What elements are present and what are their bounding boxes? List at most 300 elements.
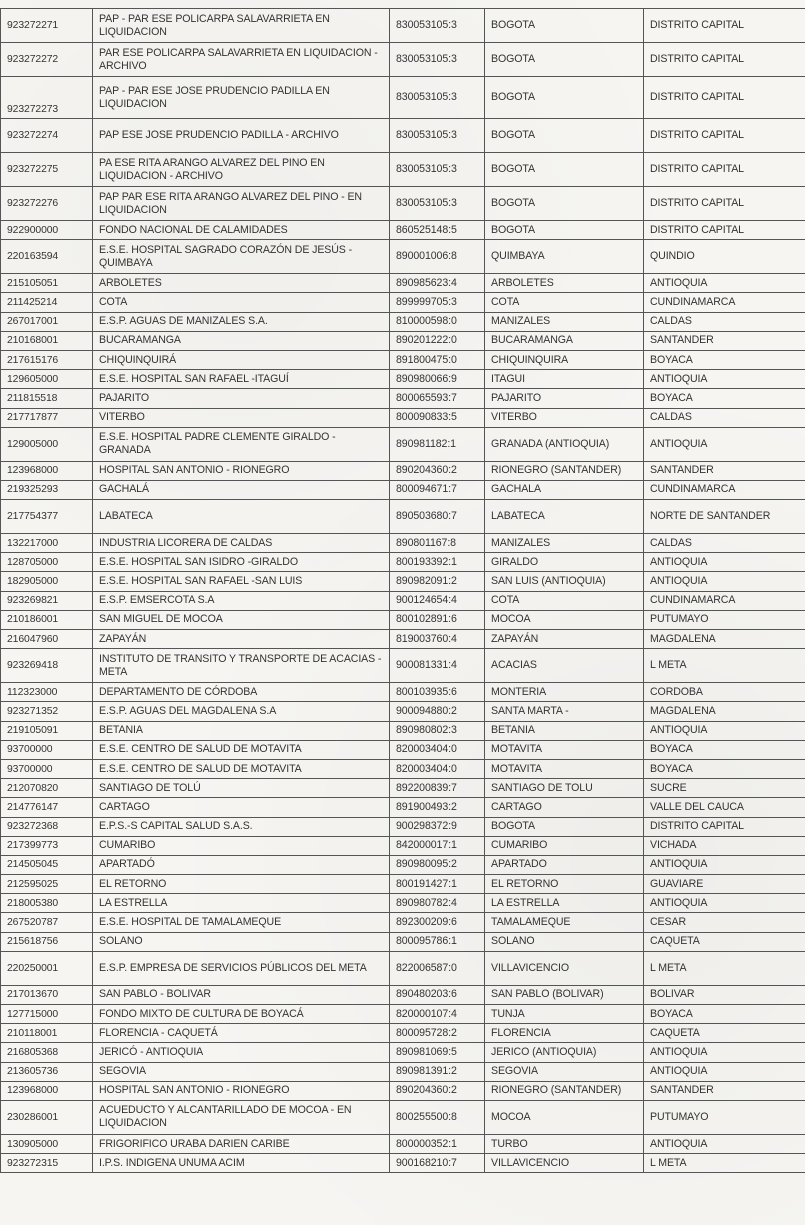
- city-cell: GIRALDO: [485, 553, 644, 572]
- city-cell: SAN PABLO (BOLIVAR): [485, 985, 644, 1004]
- entity-name-cell: FONDO NACIONAL DE CALAMIDADES: [93, 221, 390, 240]
- entity-name-cell: COTA: [93, 293, 390, 312]
- table-row: [1, 836, 805, 855]
- nit-cell: 891900493:2: [390, 798, 485, 817]
- nit-cell: 892200839:7: [390, 779, 485, 798]
- nit-cell: 830053105:3: [390, 119, 485, 153]
- entity-name-cell: PAJARITO: [93, 389, 390, 408]
- department-cell: DISTRITO CAPITAL: [644, 817, 805, 836]
- table-row: [1, 1081, 805, 1100]
- city-cell: BOGOTA: [485, 153, 644, 187]
- city-cell: RIONEGRO (SANTANDER): [485, 1081, 644, 1100]
- city-cell: LABATECA: [485, 500, 644, 534]
- entity-name-cell: BUCARAMANGA: [93, 331, 390, 350]
- entity-code-cell: 210186001: [1, 610, 93, 629]
- entity-code-cell: 922900000: [1, 221, 93, 240]
- entity-name-cell: CARTAGO: [93, 798, 390, 817]
- nit-cell: 800255500:8: [390, 1100, 485, 1134]
- nit-cell: 800193392:1: [390, 553, 485, 572]
- entity-code-cell: 923272272: [1, 43, 93, 77]
- city-cell: CUMARIBO: [485, 836, 644, 855]
- entity-name-cell: PAP - PAR ESE POLICARPA SALAVARRIETA EN LIQUIDACION: [93, 9, 390, 43]
- city-cell: SEGOVIA: [485, 1062, 644, 1081]
- entity-name-cell: PAR ESE POLICARPA SALAVARRIETA EN LIQUIDACION - ARCHIVO: [93, 43, 390, 77]
- entity-name-cell: E.S.E. HOSPITAL DE TAMALAMEQUE: [93, 913, 390, 932]
- table-row: [1, 500, 805, 534]
- entity-code-cell: 211815518: [1, 389, 93, 408]
- entity-name-cell: EL RETORNO: [93, 875, 390, 894]
- entity-name-cell: PAP - PAR ESE JOSE PRUDENCIO PADILLA EN LIQUIDACION: [93, 77, 390, 119]
- nit-cell: 890980066:9: [390, 370, 485, 389]
- city-cell: QUIMBAYA: [485, 240, 644, 274]
- entity-name-cell: FLORENCIA - CAQUETÁ: [93, 1024, 390, 1043]
- nit-cell: 890204360:2: [390, 461, 485, 480]
- city-cell: COTA: [485, 591, 644, 610]
- city-cell: MANIZALES: [485, 534, 644, 553]
- nit-cell: 830053105:3: [390, 77, 485, 119]
- city-cell: SANTIAGO DE TOLU: [485, 779, 644, 798]
- table-row: [1, 591, 805, 610]
- department-cell: SUCRE: [644, 779, 805, 798]
- table-row: [1, 817, 805, 836]
- entity-code-cell: 123968000: [1, 1081, 93, 1100]
- entity-code-cell: 210168001: [1, 331, 93, 350]
- nit-cell: 900094880:2: [390, 702, 485, 721]
- entity-code-cell: 132217000: [1, 534, 93, 553]
- entity-code-cell: 219325293: [1, 480, 93, 499]
- entity-code-cell: 217754377: [1, 500, 93, 534]
- entity-name-cell: E.P.S.-S CAPITAL SALUD S.A.S.: [93, 817, 390, 836]
- department-cell: CUNDINAMARCA: [644, 293, 805, 312]
- nit-cell: 820003404:0: [390, 759, 485, 778]
- entity-code-cell: 267017001: [1, 312, 93, 331]
- department-cell: PUTUMAYO: [644, 1100, 805, 1134]
- department-cell: CORDOBA: [644, 683, 805, 702]
- city-cell: APARTADO: [485, 855, 644, 874]
- city-cell: CARTAGO: [485, 798, 644, 817]
- entity-name-cell: LABATECA: [93, 500, 390, 534]
- nit-cell: 890981069:5: [390, 1043, 485, 1062]
- department-cell: ANTIOQUIA: [644, 1062, 805, 1081]
- department-cell: CESAR: [644, 913, 805, 932]
- table-row: [1, 427, 805, 461]
- entity-name-cell: E.S.E. HOSPITAL SAN ISIDRO -GIRALDO: [93, 553, 390, 572]
- city-cell: BOGOTA: [485, 9, 644, 43]
- entity-code-cell: 210118001: [1, 1024, 93, 1043]
- nit-cell: 899999705:3: [390, 293, 485, 312]
- department-cell: VICHADA: [644, 836, 805, 855]
- department-cell: CALDAS: [644, 408, 805, 427]
- entity-code-cell: 214776147: [1, 798, 93, 817]
- entity-name-cell: PA ESE RITA ARANGO ALVAREZ DEL PINO EN LIQUIDACION - ARCHIVO: [93, 153, 390, 187]
- entity-code-cell: 112323000: [1, 683, 93, 702]
- city-cell: SAN LUIS (ANTIOQUIA): [485, 572, 644, 591]
- table-row: [1, 187, 805, 221]
- nit-cell: 890985623:4: [390, 274, 485, 293]
- department-cell: GUAVIARE: [644, 875, 805, 894]
- entity-name-cell: VITERBO: [93, 408, 390, 427]
- nit-cell: 800065593:7: [390, 389, 485, 408]
- entity-name-cell: HOSPITAL SAN ANTONIO - RIONEGRO: [93, 1081, 390, 1100]
- nit-cell: 830053105:3: [390, 9, 485, 43]
- table-row: [1, 534, 805, 553]
- department-cell: L META: [644, 951, 805, 985]
- entity-name-cell: PAP ESE JOSE PRUDENCIO PADILLA - ARCHIVO: [93, 119, 390, 153]
- entity-code-cell: 230286001: [1, 1100, 93, 1134]
- entity-code-cell: 923272273: [1, 77, 93, 119]
- entity-code-cell: 129605000: [1, 370, 93, 389]
- entity-code-cell: 220250001: [1, 951, 93, 985]
- entity-name-cell: GACHALÁ: [93, 480, 390, 499]
- department-cell: DISTRITO CAPITAL: [644, 221, 805, 240]
- entity-code-cell: 213605736: [1, 1062, 93, 1081]
- entity-name-cell: E.S.E. CENTRO DE SALUD DE MOTAVITA: [93, 759, 390, 778]
- table-row: [1, 408, 805, 427]
- city-cell: BOGOTA: [485, 817, 644, 836]
- entity-name-cell: SOLANO: [93, 932, 390, 951]
- city-cell: MOCOA: [485, 1100, 644, 1134]
- nit-cell: 900168210:7: [390, 1154, 485, 1173]
- table-row: [1, 480, 805, 499]
- entity-name-cell: E.S.E. HOSPITAL SAN RAFAEL -SAN LUIS: [93, 572, 390, 591]
- department-cell: BOYACA: [644, 350, 805, 369]
- entity-code-cell: 215105051: [1, 274, 93, 293]
- city-cell: RIONEGRO (SANTANDER): [485, 461, 644, 480]
- entity-name-cell: E.S.P. EMPRESA DE SERVICIOS PÚBLICOS DEL META: [93, 951, 390, 985]
- entity-name-cell: ACUEDUCTO Y ALCANTARILLADO DE MOCOA - EN LIQUIDACION: [93, 1100, 390, 1134]
- table-row: [1, 985, 805, 1004]
- entity-name-cell: BETANIA: [93, 721, 390, 740]
- department-cell: PUTUMAYO: [644, 610, 805, 629]
- entity-code-cell: 217615176: [1, 350, 93, 369]
- entity-code-cell: 93700000: [1, 740, 93, 759]
- department-cell: VALLE DEL CAUCA: [644, 798, 805, 817]
- nit-cell: 890801167:8: [390, 534, 485, 553]
- entity-name-cell: E.S.E. HOSPITAL SAN RAFAEL -ITAGUÍ: [93, 370, 390, 389]
- table-body: [1, 9, 805, 1173]
- department-cell: SANTANDER: [644, 1081, 805, 1100]
- city-cell: GRANADA (ANTIOQUIA): [485, 427, 644, 461]
- table-row: [1, 1024, 805, 1043]
- entity-code-cell: 923272271: [1, 9, 93, 43]
- department-cell: MAGDALENA: [644, 702, 805, 721]
- table-row: [1, 370, 805, 389]
- department-cell: BOYACA: [644, 1005, 805, 1024]
- table-row: [1, 119, 805, 153]
- city-cell: ACACIAS: [485, 649, 644, 683]
- entity-code-cell: 212595025: [1, 875, 93, 894]
- department-cell: CUNDINAMARCA: [644, 591, 805, 610]
- entity-code-cell: 216805368: [1, 1043, 93, 1062]
- table-row: [1, 740, 805, 759]
- entity-name-cell: SANTIAGO DE TOLÚ: [93, 779, 390, 798]
- table-row: [1, 553, 805, 572]
- nit-cell: 819003760:4: [390, 630, 485, 649]
- entity-name-cell: FONDO MIXTO DE CULTURA DE BOYACÁ: [93, 1005, 390, 1024]
- city-cell: FLORENCIA: [485, 1024, 644, 1043]
- nit-cell: 830053105:3: [390, 43, 485, 77]
- department-cell: DISTRITO CAPITAL: [644, 153, 805, 187]
- entity-code-cell: 218005380: [1, 894, 93, 913]
- department-cell: BOLIVAR: [644, 985, 805, 1004]
- entity-code-cell: 923272368: [1, 817, 93, 836]
- entity-name-cell: E.S.E. CENTRO DE SALUD DE MOTAVITA: [93, 740, 390, 759]
- city-cell: COTA: [485, 293, 644, 312]
- entity-name-cell: ARBOLETES: [93, 274, 390, 293]
- city-cell: JERICO (ANTIOQUIA): [485, 1043, 644, 1062]
- department-cell: ANTIOQUIA: [644, 1043, 805, 1062]
- department-cell: CALDAS: [644, 534, 805, 553]
- entity-code-cell: 215618756: [1, 932, 93, 951]
- department-cell: ANTIOQUIA: [644, 572, 805, 591]
- city-cell: LA ESTRELLA: [485, 894, 644, 913]
- table-row: [1, 312, 805, 331]
- table-row: [1, 331, 805, 350]
- department-cell: ANTIOQUIA: [644, 894, 805, 913]
- city-cell: VITERBO: [485, 408, 644, 427]
- entity-name-cell: FRIGORIFICO URABA DARIEN CARIBE: [93, 1134, 390, 1153]
- table-row: [1, 932, 805, 951]
- city-cell: SANTA MARTA -: [485, 702, 644, 721]
- department-cell: NORTE DE SANTANDER: [644, 500, 805, 534]
- table-row: [1, 1154, 805, 1173]
- table-row: [1, 1134, 805, 1153]
- entity-code-cell: 267520787: [1, 913, 93, 932]
- entity-name-cell: SEGOVIA: [93, 1062, 390, 1081]
- table-row: [1, 1100, 805, 1134]
- entity-code-cell: 129005000: [1, 427, 93, 461]
- entity-code-cell: 217013670: [1, 985, 93, 1004]
- nit-cell: 810000598:0: [390, 312, 485, 331]
- nit-cell: 800090833:5: [390, 408, 485, 427]
- table-row: [1, 875, 805, 894]
- entity-name-cell: DEPARTAMENTO DE CÓRDOBA: [93, 683, 390, 702]
- city-cell: MOCOA: [485, 610, 644, 629]
- city-cell: TAMALAMEQUE: [485, 913, 644, 932]
- nit-cell: 890980802:3: [390, 721, 485, 740]
- table-row: [1, 293, 805, 312]
- entity-code-cell: 217717877: [1, 408, 93, 427]
- table-row: [1, 350, 805, 369]
- nit-cell: 800103935:6: [390, 683, 485, 702]
- city-cell: MOTAVITA: [485, 740, 644, 759]
- nit-cell: 800094671:7: [390, 480, 485, 499]
- department-cell: BOYACA: [644, 389, 805, 408]
- department-cell: QUINDIO: [644, 240, 805, 274]
- nit-cell: 890503680:7: [390, 500, 485, 534]
- nit-cell: 822006587:0: [390, 951, 485, 985]
- entity-name-cell: E.S.E. HOSPITAL PADRE CLEMENTE GIRALDO - GRANADA: [93, 427, 390, 461]
- city-cell: SOLANO: [485, 932, 644, 951]
- department-cell: BOYACA: [644, 759, 805, 778]
- table-row: [1, 798, 805, 817]
- entity-code-cell: 923272275: [1, 153, 93, 187]
- table-row: [1, 702, 805, 721]
- entity-code-cell: 923272315: [1, 1154, 93, 1173]
- department-cell: CAQUETA: [644, 1024, 805, 1043]
- nit-cell: 842000017:1: [390, 836, 485, 855]
- table-row: [1, 1062, 805, 1081]
- table-row: [1, 683, 805, 702]
- entity-name-cell: ZAPAYÁN: [93, 630, 390, 649]
- table-row: [1, 572, 805, 591]
- entity-code-cell: 211425214: [1, 293, 93, 312]
- entity-code-cell: 212070820: [1, 779, 93, 798]
- entity-code-cell: 217399773: [1, 836, 93, 855]
- nit-cell: 820003404:0: [390, 740, 485, 759]
- entity-name-cell: E.S.P. EMSERCOTA S.A: [93, 591, 390, 610]
- city-cell: ARBOLETES: [485, 274, 644, 293]
- table-row: [1, 9, 805, 43]
- department-cell: SANTANDER: [644, 461, 805, 480]
- entity-code-cell: 216047960: [1, 630, 93, 649]
- entity-name-cell: E.S.P. AGUAS DE MANIZALES S.A.: [93, 312, 390, 331]
- table-row: [1, 913, 805, 932]
- city-cell: VILLAVICENCIO: [485, 951, 644, 985]
- city-cell: BOGOTA: [485, 77, 644, 119]
- entity-code-cell: 93700000: [1, 759, 93, 778]
- entity-name-cell: INDUSTRIA LICORERA DE CALDAS: [93, 534, 390, 553]
- table-row: [1, 240, 805, 274]
- nit-cell: 820000107:4: [390, 1005, 485, 1024]
- department-cell: CUNDINAMARCA: [644, 480, 805, 499]
- nit-cell: 800000352:1: [390, 1134, 485, 1153]
- table-row: [1, 77, 805, 119]
- entity-name-cell: SAN MIGUEL DE MOCOA: [93, 610, 390, 629]
- table-row: [1, 649, 805, 683]
- entity-code-cell: 923269821: [1, 591, 93, 610]
- nit-cell: 891800475:0: [390, 350, 485, 369]
- table-row: [1, 153, 805, 187]
- city-cell: MOTAVITA: [485, 759, 644, 778]
- entity-name-cell: E.S.E. HOSPITAL SAGRADO CORAZÓN DE JESÚS - QUIMBAYA: [93, 240, 390, 274]
- entity-code-cell: 220163594: [1, 240, 93, 274]
- nit-cell: 890980095:2: [390, 855, 485, 874]
- table-row: [1, 1043, 805, 1062]
- table-row: [1, 389, 805, 408]
- entity-name-cell: HOSPITAL SAN ANTONIO - RIONEGRO: [93, 461, 390, 480]
- table-row: [1, 894, 805, 913]
- city-cell: MANIZALES: [485, 312, 644, 331]
- department-cell: ANTIOQUIA: [644, 1134, 805, 1153]
- city-cell: CHIQUINQUIRA: [485, 350, 644, 369]
- nit-cell: 890980782:4: [390, 894, 485, 913]
- nit-cell: 800102891:6: [390, 610, 485, 629]
- city-cell: TURBO: [485, 1134, 644, 1153]
- table-row: [1, 630, 805, 649]
- table-row: [1, 274, 805, 293]
- entity-code-cell: 128705000: [1, 553, 93, 572]
- city-cell: BOGOTA: [485, 43, 644, 77]
- nit-cell: 892300209:6: [390, 913, 485, 932]
- nit-cell: 800095728:2: [390, 1024, 485, 1043]
- table-row: [1, 855, 805, 874]
- nit-cell: 860525148:5: [390, 221, 485, 240]
- entity-code-cell: 214505045: [1, 855, 93, 874]
- city-cell: BUCARAMANGA: [485, 331, 644, 350]
- city-cell: ZAPAYÁN: [485, 630, 644, 649]
- city-cell: PAJARITO: [485, 389, 644, 408]
- entity-name-cell: JERICÓ - ANTIOQUIA: [93, 1043, 390, 1062]
- city-cell: BOGOTA: [485, 221, 644, 240]
- nit-cell: 800191427:1: [390, 875, 485, 894]
- nit-cell: 900124654:4: [390, 591, 485, 610]
- department-cell: CALDAS: [644, 312, 805, 331]
- entity-code-cell: 923272274: [1, 119, 93, 153]
- table-row: [1, 951, 805, 985]
- entity-name-cell: CHIQUINQUIRÁ: [93, 350, 390, 369]
- department-cell: SANTANDER: [644, 331, 805, 350]
- city-cell: MONTERIA: [485, 683, 644, 702]
- entity-registry-table: [0, 8, 805, 1173]
- department-cell: DISTRITO CAPITAL: [644, 9, 805, 43]
- city-cell: TUNJA: [485, 1005, 644, 1024]
- nit-cell: 890204360:2: [390, 1081, 485, 1100]
- department-cell: MAGDALENA: [644, 630, 805, 649]
- entity-name-cell: APARTADÓ: [93, 855, 390, 874]
- city-cell: EL RETORNO: [485, 875, 644, 894]
- nit-cell: 900298372:9: [390, 817, 485, 836]
- nit-cell: 800095786:1: [390, 932, 485, 951]
- table-row: [1, 779, 805, 798]
- nit-cell: 900081331:4: [390, 649, 485, 683]
- table-row: [1, 43, 805, 77]
- department-cell: L META: [644, 1154, 805, 1173]
- table-row: [1, 1005, 805, 1024]
- entity-code-cell: 923272276: [1, 187, 93, 221]
- department-cell: ANTIOQUIA: [644, 855, 805, 874]
- nit-cell: 890981391:2: [390, 1062, 485, 1081]
- city-cell: GACHALA: [485, 480, 644, 499]
- entity-name-cell: E.S.P. AGUAS DEL MAGDALENA S.A: [93, 702, 390, 721]
- nit-cell: 890981182:1: [390, 427, 485, 461]
- department-cell: ANTIOQUIA: [644, 721, 805, 740]
- entity-code-cell: 182905000: [1, 572, 93, 591]
- department-cell: BOYACA: [644, 740, 805, 759]
- nit-cell: 890001006:8: [390, 240, 485, 274]
- entity-code-cell: 127715000: [1, 1005, 93, 1024]
- city-cell: VILLAVICENCIO: [485, 1154, 644, 1173]
- entity-code-cell: 923269418: [1, 649, 93, 683]
- department-cell: DISTRITO CAPITAL: [644, 187, 805, 221]
- entity-name-cell: PAP PAR ESE RITA ARANGO ALVAREZ DEL PINO - EN LIQUIDACION: [93, 187, 390, 221]
- entity-name-cell: INSTITUTO DE TRANSITO Y TRANSPORTE DE ACACIAS - META: [93, 649, 390, 683]
- city-cell: BOGOTA: [485, 187, 644, 221]
- entity-code-cell: 923271352: [1, 702, 93, 721]
- table-row: [1, 221, 805, 240]
- table-row: [1, 759, 805, 778]
- department-cell: ANTIOQUIA: [644, 274, 805, 293]
- nit-cell: 830053105:3: [390, 187, 485, 221]
- entity-name-cell: SAN PABLO - BOLIVAR: [93, 985, 390, 1004]
- department-cell: ANTIOQUIA: [644, 553, 805, 572]
- nit-cell: 830053105:3: [390, 153, 485, 187]
- entity-name-cell: LA ESTRELLA: [93, 894, 390, 913]
- nit-cell: 890480203:6: [390, 985, 485, 1004]
- city-cell: BETANIA: [485, 721, 644, 740]
- entity-code-cell: 130905000: [1, 1134, 93, 1153]
- table-row: [1, 610, 805, 629]
- department-cell: ANTIOQUIA: [644, 370, 805, 389]
- department-cell: DISTRITO CAPITAL: [644, 119, 805, 153]
- nit-cell: 890201222:0: [390, 331, 485, 350]
- department-cell: ANTIOQUIA: [644, 427, 805, 461]
- city-cell: ITAGUI: [485, 370, 644, 389]
- entity-name-cell: CUMARIBO: [93, 836, 390, 855]
- entity-name-cell: I.P.S. INDIGENA UNUMA ACIM: [93, 1154, 390, 1173]
- table-row: [1, 461, 805, 480]
- entity-code-cell: 219105091: [1, 721, 93, 740]
